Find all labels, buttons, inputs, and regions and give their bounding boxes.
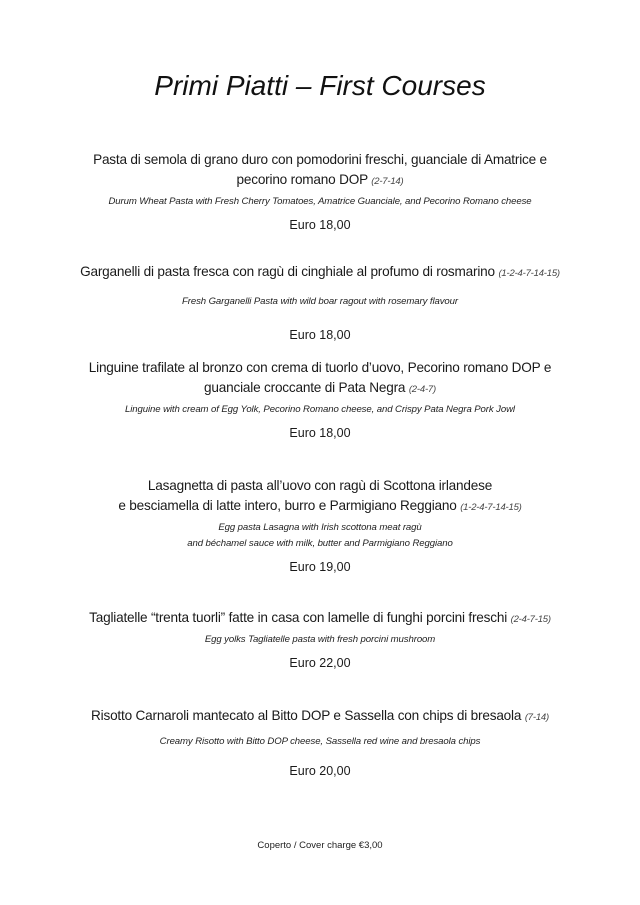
- dish-price: Euro 22,00: [289, 656, 351, 670]
- dish-name: [0, 358, 640, 378]
- menu-item: [0, 262, 640, 344]
- dish-name-line: Tagliatelle “trenta tuorli” fatte in casa con lamelle di funghi porcini freschi: [89, 610, 508, 625]
- allergens: (2-4-7): [408, 384, 436, 395]
- dish-name: [0, 262, 640, 284]
- dish-name-line: Garganelli di pasta fresca con ragù di cinghiale al profumo di rosmarino: [80, 264, 495, 279]
- dish-name: [0, 170, 640, 192]
- allergens: (1-2-4-7-14-15): [498, 268, 560, 279]
- dish-price: Euro 18,00: [289, 218, 351, 232]
- dish-name: [0, 608, 640, 630]
- allergens: (2-4-7-15): [510, 614, 551, 625]
- dish-name-line: Linguine trafilate al bronzo con crema di tuorlo d’uovo, Pecorino romano DOP e: [88, 360, 552, 375]
- dish-name-line: Pasta di semola di grano duro con pomodorini freschi, guanciale di Amatrice e: [93, 152, 547, 167]
- dish-name: [0, 496, 640, 518]
- dish-name-line: Lasagnetta di pasta all’uovo con ragù di Scottona irlandese: [147, 478, 493, 493]
- dish-name: [0, 706, 640, 728]
- menu-item: [0, 608, 640, 672]
- menu-item: [0, 358, 640, 442]
- dish-name-line: pecorino romano DOP: [236, 172, 368, 187]
- menu-item: [0, 476, 640, 576]
- allergens: (7-14): [524, 712, 549, 723]
- dish-description: Fresh Garganelli Pasta with wild boar ragout with rosemary flavour: [181, 296, 458, 307]
- page-title: Primi Piatti – First Courses: [154, 70, 486, 101]
- dish-price: Euro 20,00: [289, 764, 351, 778]
- dish-name: [0, 476, 640, 496]
- dish-description: Creamy Risotto with Bitto DOP cheese, Sassella red wine and bresaola chips: [159, 736, 481, 747]
- dish-description: and béchamel sauce with milk, butter and Parmigiano Reggiano: [187, 538, 453, 549]
- menu-item: [0, 150, 640, 234]
- allergens: (1-2-4-7-14-15): [460, 502, 522, 513]
- dish-description: Egg pasta Lasagna with Irish scottona meat ragù: [218, 522, 422, 533]
- dish-price: Euro 18,00: [289, 426, 351, 440]
- dish-description: Linguine with cream of Egg Yolk, Pecorino Romano cheese, and Crispy Pata Negra Pork Jowl: [125, 404, 515, 415]
- dish-description: Egg yolks Tagliatelle pasta with fresh porcini mushroom: [204, 634, 436, 645]
- dish-price: Euro 18,00: [289, 328, 351, 342]
- cover-charge: Coperto / Cover charge €3,00: [257, 840, 383, 851]
- dish-price: Euro 19,00: [289, 560, 351, 574]
- dish-name-line: guanciale croccante di Pata Negra: [204, 380, 406, 395]
- dish-name-line: Risotto Carnaroli mantecato al Bitto DOP e Sassella con chips di bresaola: [91, 708, 522, 723]
- allergens: (2-7-14): [371, 176, 404, 187]
- dish-name-line: e besciamella di latte intero, burro e Parmigiano Reggiano: [118, 498, 457, 513]
- dish-name: [0, 150, 640, 170]
- dish-name: [0, 378, 640, 400]
- dish-description: Durum Wheat Pasta with Fresh Cherry Tomatoes, Amatrice Guanciale, and Pecorino Romano cheese: [108, 196, 532, 207]
- menu-item: [0, 706, 640, 780]
